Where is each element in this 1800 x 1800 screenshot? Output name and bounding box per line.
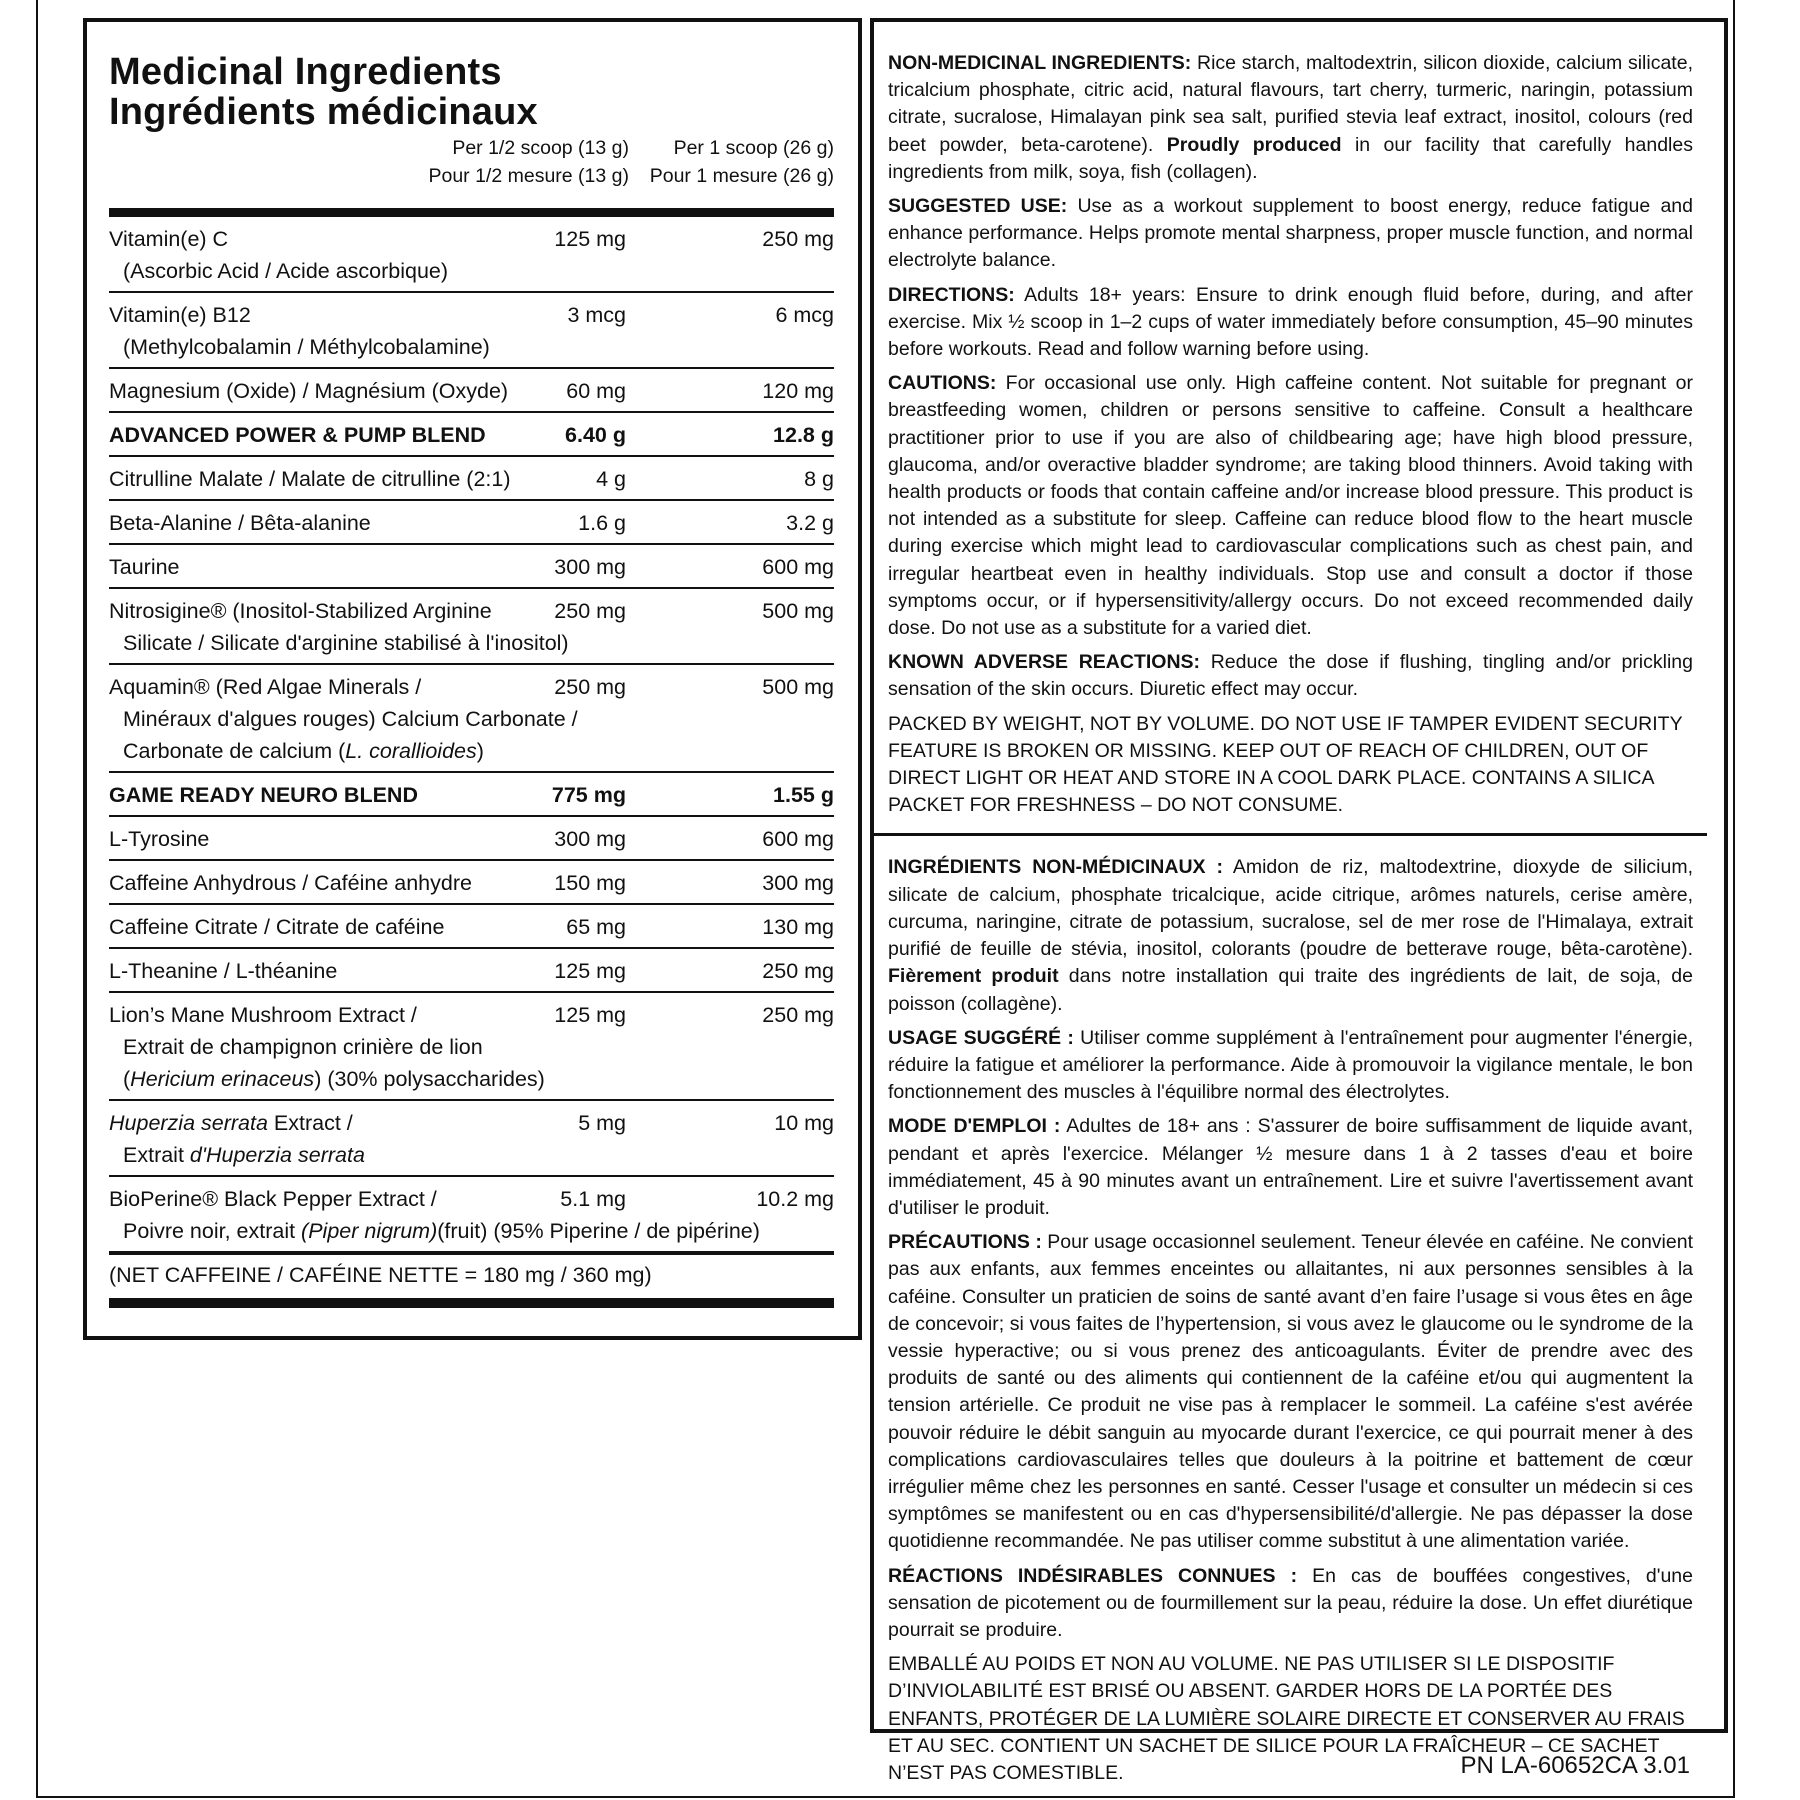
amount-half-scoop: 250 mg xyxy=(554,675,626,699)
amount-half-scoop: 5 mg xyxy=(578,1111,626,1135)
table-row xyxy=(109,817,834,861)
amount-half-scoop: 65 mg xyxy=(566,915,626,939)
amount-full-scoop: 120 mg xyxy=(762,379,834,403)
ingredient-subname: (Methylcobalamin / Méthylcobalamine) xyxy=(123,335,490,359)
cautions-en: CAUTIONS: For occasional use only. High caffeine content. Not suitable for pregnant or breastfeeding women, children or persons sensitive to caffeine. Consult a healthcare practitioner prior to use if you are also of childbearing age; have high blood pressure, glaucoma, and/or overactive bladder syndrome; are taking blood thinners. Avoid taking with health products or foods that contain caffeine and/or increase blood pressure. This product is not intended as a substitute for sleep. Caffeine can reduce blood flow to the heart muscle during exercise which might lead to cardiovascular complications such as chest pain, and irregular heartbeat even in healthy individuals. Stop use and consult a doctor if those symptoms occur, or if hypersensitivity/allergy occurs. Do not exceed recommended daily dose. Do not use as a substitute for a varied diet. xyxy=(888,372,1693,640)
amount-full-scoop: 8 g xyxy=(804,467,834,491)
amount-half-scoop: 125 mg xyxy=(554,227,626,251)
title-fr: Ingrédients médicinaux xyxy=(109,91,538,133)
footer-rule xyxy=(109,1298,834,1308)
amount-half-scoop: 300 mg xyxy=(554,555,626,579)
ingredient-name: Taurine xyxy=(109,555,180,579)
table-row xyxy=(109,665,834,773)
amount-half-scoop: 1.6 g xyxy=(578,511,626,535)
col2-header-fr: Pour 1 mesure (26 g) xyxy=(649,165,834,187)
header-rule xyxy=(109,208,834,217)
use-fr: USAGE SUGGÉRÉ : Utiliser comme supplément à l'entraînement pour augmenter l'énergie, réduire la fatigue et améliorer la performance. Aide à promouvoir la vigilance mentale, le bon fonctionnement des muscles à l'équilibre normal des électrolytes. xyxy=(888,1026,1693,1104)
ingredient-name: Magnesium (Oxide) / Magnésium (Oxyde) xyxy=(109,379,509,403)
amount-half-scoop: 125 mg xyxy=(554,1003,626,1027)
amount-full-scoop: 1.55 g xyxy=(773,783,834,807)
packed-fr: EMBALLÉ AU POIDS ET NON AU VOLUME. NE PAS UTILISER SI LE DISPOSITIF D’INVIOLABILITÉ EST BRISÉ OU ABSENT. GARDER HORS DE LA PORTÉE DES ENFANTS, PROTÉGER DE LA LUMIÈRE SOLAIRE DIRECTE ET CONSERVER AU FRAIS ET AU SEC. CONTIENT UN SACHET DE SILICE POUR LA FRAÎCHEUR – CE SACHET N’EST PAS COMESTIBLE. xyxy=(888,1653,1685,1784)
ingredient-name: Lion’s Mane Mushroom Extract / xyxy=(109,1003,417,1027)
amount-half-scoop: 125 mg xyxy=(554,959,626,983)
table-row xyxy=(109,217,834,293)
ingredient-subname: Extrait de champignon crinière de lion xyxy=(123,1035,483,1059)
cautions-fr: PRÉCAUTIONS : Pour usage occasionnel seulement. Teneur élevée en caféine. Ne convient pas aux enfants, aux femmes enceintes ou allaitantes, ni aux personnes sensibles à la caféine. Consulter un praticien de soins de santé avant d’en faire l’usage si vous êtes en âge de concevoir; si vous faites de l’hypertension, si vous avez le glaucome ou le syndrome de la vessie hyperactive; ou si vous prenez des anticoagulants. Éviter de prendre avec des produits de santé ou des aliments qui contiennent de la caféine et/ou qui augmentent la tension artérielle. Ce produit ne vise pas à remplacer le sommeil. La caféine s'est avérée pouvoir réduire le débit sanguin au myocarde durant l'exercice, ce qui pourrait mener à des complications cardiovasculaires telles que douleurs à la poitrine et battement de cœur irrégulier même chez les personnes en santé. Cesser l'usage et consulter un médecin si ces symptômes se manifestent ou en cas d'hypersensibilité/d'allergie. Ne pas dépasser la dose quotidienne recommandée. Ne pas utiliser comme substitut à une alimentation variée. xyxy=(888,1231,1693,1553)
amount-half-scoop: 300 mg xyxy=(554,827,626,851)
table-row xyxy=(109,293,834,369)
column-headers xyxy=(109,134,834,194)
table-row xyxy=(109,993,834,1101)
amount-full-scoop: 250 mg xyxy=(762,959,834,983)
ingredient-name: Huperzia serrata Extract / xyxy=(109,1111,353,1135)
ingredient-name: Nitrosigine® (Inositol-Stabilized Arginine xyxy=(109,599,492,623)
amount-half-scoop: 250 mg xyxy=(554,599,626,623)
ingredient-name: L-Tyrosine xyxy=(109,827,210,851)
amount-half-scoop: 60 mg xyxy=(566,379,626,403)
amount-full-scoop: 600 mg xyxy=(762,555,834,579)
amount-full-scoop: 10 mg xyxy=(774,1111,834,1135)
ingredient-subname: Extrait d'Huperzia serrata xyxy=(123,1143,365,1167)
ingredient-name: Caffeine Anhydrous / Caféine anhydre xyxy=(109,871,472,895)
table-row xyxy=(109,1101,834,1177)
ingredient-name: Beta-Alanine / Bêta-alanine xyxy=(109,511,371,535)
ingredient-subname: (Hericium erinaceus) (30% polysaccharides) xyxy=(123,1067,545,1091)
ingredient-name: BioPerine® Black Pepper Extract / xyxy=(109,1187,437,1211)
directions-en: DIRECTIONS: Adults 18+ years: Ensure to drink enough fluid before, during, and after exercise. Mix ½ scoop in 1–2 cups of water immediately before consumption, 45–90 minutes before workouts. Read and follow warning before using. xyxy=(888,283,1693,361)
net-caffeine: (NET CAFFEINE / CAFÉINE NETTE = 180 mg / 360 mg) xyxy=(109,1263,652,1287)
ingredient-subname: Poivre noir, extrait (Piper nigrum)(fruit) (95% Piperine / de pipérine) xyxy=(123,1219,760,1243)
amount-full-scoop: 6 mcg xyxy=(775,303,834,327)
adverse-en: KNOWN ADVERSE REACTIONS: Reduce the dose if flushing, tingling and/or prickling sensation of the skin occurs. Diuretic effect may occur. xyxy=(888,651,1693,701)
table-row xyxy=(109,949,834,993)
ingredient-name: Aquamin® (Red Algae Minerals / xyxy=(109,675,422,699)
ingredient-subname: Minéraux d'algues rouges) Calcium Carbonate / xyxy=(123,707,578,731)
col2-header-en: Per 1 scoop (26 g) xyxy=(673,137,834,159)
amount-full-scoop: 250 mg xyxy=(762,227,834,251)
ingredient-name: ADVANCED POWER & PUMP BLEND xyxy=(109,423,486,447)
amount-half-scoop: 4 g xyxy=(596,467,626,491)
nonmed-fr: INGRÉDIENTS NON-MÉDICINAUX : Amidon de riz, maltodextrine, dioxyde de silicium, silicate de calcium, phosphate tricalcique, acide citrique, arômes naturels, cerise amère, curcuma, naringine, citrate de potassium, sucralose, sel de mer rose de l'Himalaya, extrait purifié de feuille de stévia, inositol, colorants (poudre de betterave rouge, bêta-carotène). Fièrement produit dans notre installation qui traite des ingrédients de lait, de soja, de poisson (collagène). xyxy=(888,856,1693,1015)
amount-half-scoop: 6.40 g xyxy=(565,423,626,447)
ingredient-subname: Carbonate de calcium (L. corallioides) xyxy=(123,739,484,763)
table-row xyxy=(109,905,834,949)
ingredient-subname: Silicate / Silicate d'arginine stabilisé à l'inositol) xyxy=(123,631,569,655)
amount-half-scoop: 3 mcg xyxy=(567,303,626,327)
ingredient-table xyxy=(109,217,834,1255)
ingredient-subname: (Ascorbic Acid / Acide ascorbique) xyxy=(123,259,449,283)
nonmed-en: NON-MEDICINAL INGREDIENTS: Rice starch, maltodextrin, silicon dioxide, calcium silicate, tricalcium phosphate, citric acid, natural flavours, tart cherry, turmeric, naringin, potassium citrate, sucralose, Himalayan pink sea salt, purified stevia leaf extract, inositol, colours (red beet powder, beta-carotene). Proudly produced in our facility that carefully handles ingredients from milk, soya, fish (collagen). xyxy=(888,52,1693,183)
amount-full-scoop: 10.2 mg xyxy=(756,1187,834,1211)
amount-full-scoop: 500 mg xyxy=(762,599,834,623)
use-en: SUGGESTED USE: Use as a workout supplement to boost energy, reduce fatigue and enhance performance. Helps promote mental sharpness, proper muscle function, and normal electrolyte balance. xyxy=(888,195,1693,272)
directions-fr: MODE D'EMPLOI : Adultes de 18+ ans : S'assurer de boire suffisamment de liquide avant, pendant et après l'exercice. Mélanger ½ mesure dans 1 à 2 tasses d'eau et boire immédiatement, 45 à 90 minutes avant un entraînement. Lire et suivre l'avertissement avant d'utiliser le produit. xyxy=(888,1115,1693,1219)
amount-full-scoop: 300 mg xyxy=(762,871,834,895)
language-divider xyxy=(874,833,1707,836)
table-row xyxy=(109,589,834,665)
amount-full-scoop: 12.8 g xyxy=(773,423,834,447)
ingredient-name: Vitamin(e) B12 xyxy=(109,303,251,327)
amount-half-scoop: 775 mg xyxy=(551,783,626,807)
amount-full-scoop: 600 mg xyxy=(762,827,834,851)
amount-half-scoop: 150 mg xyxy=(554,871,626,895)
packed-en: PACKED BY WEIGHT, NOT BY VOLUME. DO NOT USE IF TAMPER EVIDENT SECURITY FEATURE IS BROKEN OR MISSING. KEEP OUT OF REACH OF CHILDREN, OUT OF DIRECT LIGHT OR HEAT AND STORE IN A COOL DARK PLACE. CONTAINS A SILICA PACKET FOR FRESHNESS – DO NOT CONSUME. xyxy=(888,712,1683,817)
title-en: Medicinal Ingredients xyxy=(109,51,502,93)
amount-half-scoop: 5.1 mg xyxy=(560,1187,626,1211)
ingredient-name: Caffeine Citrate / Citrate de caféine xyxy=(109,915,445,939)
col1-header-fr: Pour 1/2 mesure (13 g) xyxy=(428,165,629,187)
table-row xyxy=(109,413,834,457)
table-row xyxy=(109,1177,834,1255)
table-row xyxy=(109,545,834,589)
col1-header-en: Per 1/2 scoop (13 g) xyxy=(452,137,629,159)
medicinal-ingredients-panel xyxy=(83,18,862,1340)
table-row xyxy=(109,369,834,413)
amount-full-scoop: 130 mg xyxy=(762,915,834,939)
amount-full-scoop: 500 mg xyxy=(762,675,834,699)
ingredient-name: GAME READY NEURO BLEND xyxy=(109,783,418,807)
table-row xyxy=(109,501,834,545)
table-row xyxy=(109,861,834,905)
ingredient-name: L-Theanine / L-théanine xyxy=(109,959,338,983)
ingredient-name: Vitamin(e) C xyxy=(109,227,229,251)
table-row xyxy=(109,457,834,501)
table-row xyxy=(109,773,834,817)
amount-full-scoop: 250 mg xyxy=(762,1003,834,1027)
ingredient-name: Citrulline Malate / Malate de citrulline (2:1) xyxy=(109,467,511,491)
amount-full-scoop: 3.2 g xyxy=(786,511,834,535)
adverse-fr: RÉACTIONS INDÉSIRABLES CONNUES : En cas de bouffées congestives, d'une sensation de picotement ou de fourmillement sur la peau, réduire la dose. Un effet diurétique pourrait se produire. xyxy=(888,1564,1693,1641)
part-number: PN LA-60652CA 3.01 xyxy=(1460,1752,1690,1779)
